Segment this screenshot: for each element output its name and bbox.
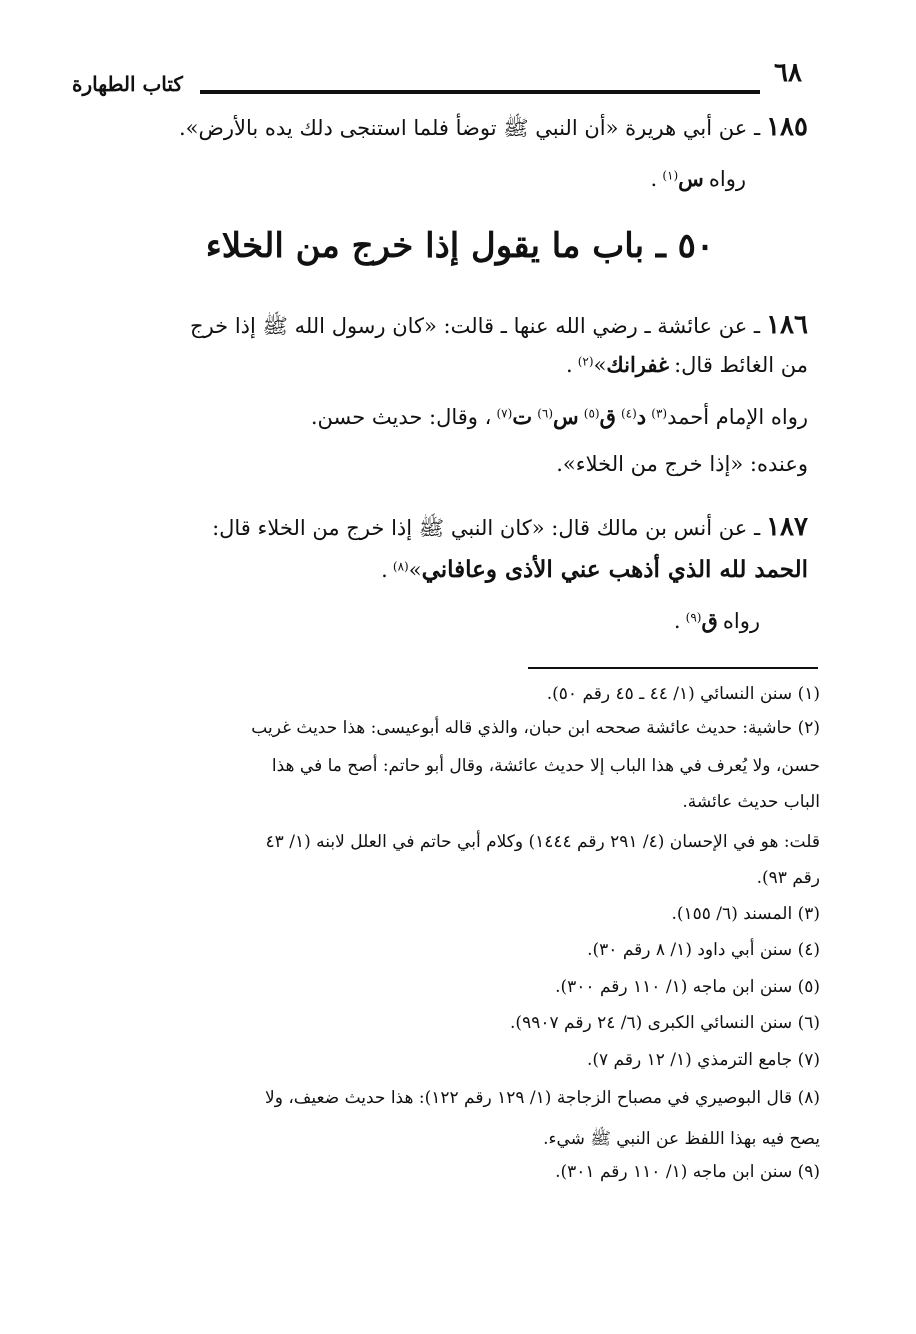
footnote-2-line1: (٢) حاشية: حديث عائشة صححه ابن حبان، والذي قاله أبوعيسى: هذا حديث غريب	[251, 718, 820, 738]
quote-close: »	[593, 353, 607, 377]
hadith-186-line1	[190, 310, 808, 344]
chapter-title: ٥٠ ـ باب ما يقول إذا خرج من الخلاء	[205, 226, 715, 266]
hadith-text: ـ عن عائشة ـ رضي الله عنها ـ قالت: «كان رسول الله ﷺ إذا خرج	[190, 314, 761, 338]
header-rule	[200, 90, 760, 94]
footnote-7: (٧) جامع الترمذي (١/ ١٢ رقم ٧).	[586, 1050, 820, 1070]
footnote-ref: (١)	[662, 168, 679, 183]
riwaya-text: رواه	[708, 167, 746, 191]
source-siglum: د	[636, 404, 647, 429]
source-siglum: ق	[599, 404, 616, 429]
hadith-dua: الحمد لله الذي أذهب عني الأذى وعافاني	[421, 556, 808, 583]
page-number: ٦٨	[774, 58, 802, 88]
footnote-2-line3: الباب حديث عائشة.	[682, 792, 820, 812]
footnote-ref: (٣)	[651, 406, 668, 421]
quote-close: »	[408, 558, 422, 582]
footnote-ref: (٧)	[496, 406, 513, 421]
hadith-text: ـ عن أبي هريرة «أن النبي ﷺ توضأ فلما استنجى دلك يده بالأرض».	[178, 116, 761, 140]
hadith-186-line2	[566, 352, 808, 377]
footnote-2-line5: رقم ٩٣).	[756, 868, 820, 888]
source-siglum: ت	[512, 404, 533, 429]
hadith-187-line1	[212, 512, 808, 546]
footnote-ref: (٢)	[577, 354, 594, 369]
footnote-9: (٩) سنن ابن ماجه (١/ ١١٠ رقم ٣٠١).	[555, 1162, 820, 1182]
hadith-185-riwaya	[651, 166, 746, 191]
hadith-text: من الغائط قال:	[674, 353, 808, 377]
hadith-number: ١٨٦	[766, 310, 808, 340]
footnote-5: (٥) سنن ابن ماجه (١/ ١١٠ رقم ٣٠٠).	[555, 977, 820, 997]
variant-note: وعنده: «إذا خرج من الخلاء».	[556, 452, 808, 476]
hadith-187-line2	[381, 556, 808, 583]
period: .	[381, 558, 388, 582]
footnote-ref: (٤)	[620, 406, 637, 421]
hadith-text: ـ عن أنس بن مالك قال: «كان النبي ﷺ إذا خرج من الخلاء قال:	[212, 516, 761, 540]
footnote-8-line1: (٨) قال البوصيري في مصباح الزجاجة (١/ ١٢٩ رقم ١٢٢): هذا حديث ضعيف، ولا	[265, 1088, 820, 1108]
footnote-3: (٣) المسند (٦/ ١٥٥).	[671, 904, 820, 924]
hadith-number: ١٨٧	[766, 512, 808, 542]
footnote-ref: (٦)	[537, 406, 554, 421]
footnote-2-line2: حسن، ولا يُعرف في هذا الباب إلا حديث عائشة، وقال أبو حاتم: أصح ما في هذا	[271, 756, 820, 776]
source-siglum: س	[553, 404, 579, 429]
footnote-8-line2: يصح فيه بهذا اللفظ عن النبي ﷺ شيء.	[543, 1129, 820, 1149]
period: .	[650, 167, 658, 191]
hadith-186-riwaya	[311, 404, 808, 429]
riwaya-text: رواه	[722, 609, 760, 633]
footnote-6: (٦) سنن النسائي الكبرى (٦/ ٢٤ رقم ٩٩٠٧).	[510, 1013, 820, 1033]
period: .	[565, 353, 573, 377]
source-siglum: س	[678, 166, 704, 191]
hadith-number: ١٨٥	[766, 112, 808, 142]
footnote-ref: (٨)	[392, 559, 409, 574]
period: .	[673, 609, 681, 633]
footnote-ref: (٩)	[685, 610, 702, 625]
hadith-186-note	[556, 452, 808, 476]
running-title: كتاب الطهارة	[72, 72, 183, 96]
hadith-185-line1	[179, 112, 808, 146]
riwaya-grade: ، وقال: حديث حسن.	[310, 405, 492, 429]
footnote-2-line4: قلت: هو في الإحسان (٤/ ٢٩١ رقم ١٤٤٤) وكلام أبي حاتم في العلل لابنه (١/ ٤٣	[265, 832, 820, 852]
footnote-1: (١) سنن النسائي (١/ ٤٤ ـ ٤٥ رقم ٥٠).	[546, 684, 820, 704]
hadith-dua: غفرانك	[606, 352, 669, 377]
footnote-ref: (٥)	[583, 406, 600, 421]
footnote-separator	[528, 667, 818, 669]
hadith-187-riwaya	[674, 608, 760, 633]
footnote-4: (٤) سنن أبي داود (١/ ٨ رقم ٣٠).	[587, 940, 820, 960]
riwaya-text: رواه الإمام أحمد	[667, 405, 808, 429]
source-siglum: ق	[701, 608, 718, 633]
